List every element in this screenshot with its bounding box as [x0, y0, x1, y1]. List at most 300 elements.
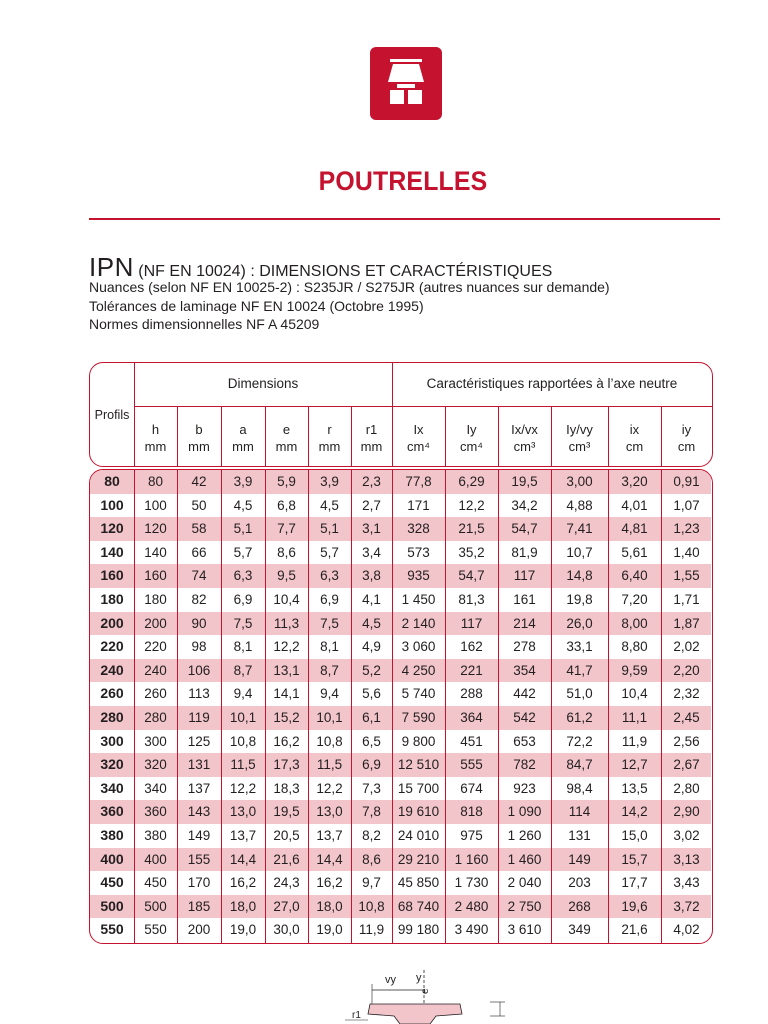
- table-cell: 442: [513, 686, 536, 702]
- table-cell: 5,2: [362, 662, 381, 678]
- table-cell: 542: [513, 710, 536, 725]
- table-cell: 3 610: [507, 922, 542, 938]
- table-cell: 42: [191, 474, 207, 489]
- table-cell: 354: [513, 662, 536, 678]
- column-header-unit: cm⁴: [407, 439, 430, 454]
- table-cell: 12,2: [273, 639, 300, 655]
- column-header: [265, 421, 308, 455]
- row-profil-label: 320: [100, 756, 124, 773]
- table-cell: 6,5: [362, 733, 381, 749]
- table-cell: 5,6: [362, 686, 381, 702]
- row-profil-label: 500: [100, 897, 124, 914]
- table-cell: 8,6: [277, 544, 296, 560]
- table-cell: 260: [144, 686, 167, 702]
- table-cell: 10,4: [273, 592, 300, 607]
- row-profil-label: 140: [100, 543, 124, 560]
- table-cell: 2 480: [454, 898, 489, 914]
- table-cell: 12,2: [229, 780, 257, 796]
- table-cell: 935: [407, 568, 430, 584]
- table-cell: 13,5: [621, 780, 648, 796]
- table-cell: 11,5: [316, 757, 343, 773]
- table-cell: 2,20: [673, 662, 700, 678]
- table-cell: 2,67: [673, 757, 700, 773]
- row-profil-label: 360: [100, 803, 124, 820]
- table-cell: 21,6: [621, 922, 648, 938]
- body-column-divider: [351, 470, 352, 943]
- table-cell: 3,43: [673, 875, 700, 891]
- body-column-divider: [392, 470, 393, 943]
- table-cell: 160: [144, 568, 167, 584]
- label-e: e: [420, 988, 431, 994]
- table-cell: 12,7: [621, 757, 648, 773]
- table-cell: 131: [187, 757, 211, 773]
- column-header-symbol: Iy: [466, 422, 477, 437]
- table-cell: 320: [144, 757, 167, 773]
- table-cell: 5,1: [320, 521, 339, 537]
- table-row: [90, 470, 711, 494]
- table-cell: 6,9: [320, 592, 339, 607]
- table-cell: 550: [144, 922, 167, 938]
- group-header-caracteristiques: Caractéristiques rapportées à l’axe neutre: [426, 376, 678, 391]
- table-row: [90, 682, 711, 706]
- table-row: [90, 588, 711, 612]
- table-cell: 10,8: [358, 898, 385, 914]
- table-cell: 119: [188, 710, 210, 725]
- table-cell: 5,7: [320, 544, 339, 560]
- table-cell: 125: [187, 733, 211, 749]
- table-cell: 3,00: [566, 474, 593, 489]
- table-cell: 30,0: [273, 922, 300, 938]
- table-cell: 21,5: [458, 521, 485, 537]
- body-column-divider: [134, 470, 135, 943]
- table-cell: 3,13: [673, 851, 700, 867]
- table-cell: 6,29: [458, 474, 485, 489]
- table-cell: 10,4: [621, 686, 648, 702]
- table-cell: 14,1: [273, 686, 300, 702]
- table-cell: 3,02: [673, 828, 700, 843]
- table-cell: 10,1: [316, 710, 343, 725]
- table-row: [90, 895, 711, 919]
- table-cell: 2 750: [507, 898, 542, 914]
- table-cell: 7,41: [566, 521, 593, 537]
- page-title: POUTRELLES: [318, 166, 488, 196]
- body-column-divider: [551, 470, 552, 943]
- column-header-unit: mm: [188, 439, 210, 454]
- table-cell: 68 740: [397, 898, 440, 914]
- row-profil-label: 120: [100, 520, 124, 537]
- table-cell: 1 160: [454, 851, 489, 867]
- table-cell: 137: [187, 780, 211, 796]
- table-cell: 2,32: [673, 686, 700, 702]
- table-cell: 18,0: [316, 898, 343, 914]
- table-cell: 7,5: [320, 615, 339, 631]
- table-cell: 120: [144, 521, 167, 537]
- table-cell: 2,80: [673, 780, 700, 796]
- table-cell: 11,1: [621, 710, 648, 725]
- table-cell: 6,8: [277, 497, 296, 513]
- column-header: [661, 421, 712, 455]
- table-cell: 3,9: [233, 474, 253, 489]
- table-cell: 161: [513, 592, 536, 607]
- column-header: [221, 421, 265, 455]
- table-cell: 143: [187, 804, 211, 820]
- table-cell: 3,4: [362, 544, 381, 560]
- table-cell: 35,2: [458, 544, 485, 560]
- table-cell: 33,1: [566, 639, 593, 655]
- table-row: [90, 635, 711, 659]
- table-cell: 19,8: [566, 592, 593, 607]
- table-cell: 18,0: [229, 898, 257, 914]
- column-header: [308, 421, 351, 455]
- column-header-symbol: r: [327, 422, 332, 437]
- table-cell: 2 140: [401, 615, 436, 631]
- table-cell: 9,5: [277, 568, 296, 584]
- row-profil-label: 80: [104, 473, 120, 489]
- table-cell: 2 040: [507, 875, 542, 891]
- table-cell: 20,5: [273, 828, 300, 843]
- table-cell: 3,20: [621, 474, 648, 489]
- table-cell: 360: [144, 804, 167, 820]
- table-cell: 214: [513, 615, 536, 631]
- row-profil-label: 200: [100, 614, 124, 631]
- table-cell: 26,0: [566, 615, 593, 631]
- table-row: [90, 612, 711, 636]
- column-header: [392, 421, 445, 455]
- table-cell: 268: [568, 898, 591, 914]
- table-cell: 220: [144, 639, 167, 655]
- table-cell: 9,4: [320, 686, 339, 702]
- table-cell: 8,6: [362, 851, 381, 867]
- section-heading-text: (NF EN 10024) : DIMENSIONS ET CARACTÉRISTIQUES: [133, 263, 553, 280]
- table-cell: 15,2: [273, 710, 300, 725]
- table-cell: 0,91: [673, 474, 700, 489]
- row-profil-label: 340: [100, 779, 124, 796]
- table-cell: 149: [187, 828, 211, 843]
- row-profil-label: 400: [100, 850, 124, 867]
- table-cell: 50: [191, 497, 207, 513]
- brand-logo: [370, 47, 442, 120]
- table-cell: 80: [147, 474, 164, 489]
- column-header-unit: mm: [275, 439, 298, 454]
- table-cell: 7,5: [233, 615, 253, 631]
- column-header-unit: cm: [625, 439, 644, 454]
- table-cell: 9,4: [233, 686, 253, 702]
- table-cell: 61,2: [566, 710, 593, 725]
- table-cell: 5,7: [233, 544, 253, 560]
- row-profil-label: 300: [100, 732, 124, 749]
- column-header: [134, 421, 177, 455]
- table-cell: 9,59: [621, 662, 648, 678]
- table-cell: 24,3: [273, 875, 300, 891]
- table-cell: 19,0: [229, 922, 257, 938]
- table-row: [90, 730, 711, 754]
- column-header-symbol: e: [282, 422, 291, 437]
- row-profil-label: 450: [100, 874, 124, 891]
- table-cell: 6,3: [233, 568, 253, 584]
- column-header-symbol: h: [151, 422, 160, 437]
- table-cell: 171: [407, 497, 430, 513]
- table-cell: 54,7: [511, 521, 538, 537]
- table-cell: 203: [568, 875, 591, 891]
- table-cell: 8,1: [233, 639, 253, 655]
- table-cell: 3 490: [454, 922, 489, 938]
- table-cell: 14,4: [316, 851, 343, 867]
- table-cell: 7,20: [621, 592, 648, 607]
- column-header: [608, 421, 661, 455]
- grades-line: Nuances (selon NF EN 10025-2) : S235JR / S275JR (autres nuances sur demande): [89, 279, 610, 295]
- table-cell: 51,0: [566, 686, 593, 702]
- table-cell: 19,0: [316, 922, 343, 938]
- section-heading-code: IPN: [89, 252, 134, 282]
- table-cell: 380: [144, 828, 167, 843]
- column-header-symbol: Ix/vx: [511, 422, 538, 437]
- title-divider: [89, 218, 720, 220]
- table-cell: 1 260: [507, 828, 542, 843]
- table-cell: 1,87: [673, 615, 700, 631]
- label-r1: r1: [352, 1010, 361, 1021]
- table-cell: 6,9: [362, 757, 381, 773]
- column-header-symbol: b: [195, 422, 203, 437]
- table-cell: 11,9: [358, 922, 385, 938]
- table-cell: 5,9: [277, 474, 296, 489]
- column-header-symbol: ix: [629, 422, 640, 437]
- table-cell: 11,5: [230, 757, 256, 773]
- label-y: y: [416, 972, 422, 984]
- table-cell: 19 610: [397, 804, 440, 820]
- table-cell: 975: [460, 828, 483, 843]
- table-cell: 45 850: [397, 875, 440, 891]
- beam-logo-icon: [370, 47, 442, 120]
- table-cell: 170: [187, 875, 211, 891]
- table-cell: 4,02: [673, 922, 700, 938]
- table-cell: 98: [191, 639, 207, 655]
- table-cell: 10,8: [316, 733, 343, 749]
- column-header-symbol: Iy/vy: [566, 422, 593, 437]
- table-cell: 300: [144, 733, 167, 749]
- table-cell: 19,6: [621, 898, 648, 914]
- ipn-section-diagram: [340, 960, 540, 1024]
- table-cell: 500: [144, 898, 167, 914]
- table-cell: 11,9: [621, 733, 648, 749]
- column-header-unit: mm: [318, 439, 341, 454]
- column-header-symbol: r1: [365, 422, 378, 437]
- table-row: [90, 824, 711, 848]
- table-row: [90, 494, 711, 518]
- table-cell: 113: [188, 686, 210, 702]
- table-cell: 340: [144, 780, 167, 796]
- table-cell: 3,72: [673, 898, 700, 914]
- table-cell: 1,71: [673, 592, 700, 607]
- table-cell: 2,02: [673, 639, 700, 655]
- table-cell: 82: [191, 592, 207, 607]
- table-cell: 81,9: [511, 544, 538, 560]
- table-cell: 8,7: [233, 662, 253, 678]
- row-profil-label: 280: [100, 709, 124, 725]
- table-cell: 573: [407, 544, 430, 560]
- table-cell: 13,0: [316, 804, 343, 820]
- table-cell: 5,1: [233, 521, 253, 537]
- table-cell: 77,8: [405, 474, 432, 489]
- label-vy: vy: [385, 974, 396, 986]
- table-cell: 2,45: [673, 710, 700, 725]
- table-cell: 19,5: [511, 474, 538, 489]
- table-cell: 29 210: [397, 851, 440, 867]
- table-cell: 19,5: [273, 804, 300, 820]
- column-header-unit: cm³: [513, 439, 536, 454]
- column-header-symbol: a: [239, 422, 247, 437]
- table-cell: 14,8: [566, 568, 593, 584]
- flange-shape: [368, 1004, 462, 1024]
- table-cell: 674: [460, 780, 483, 796]
- column-header-unit: mm: [360, 439, 383, 454]
- column-header: [445, 421, 498, 455]
- column-header-unit: cm⁴: [460, 439, 483, 454]
- table-header: [89, 362, 713, 467]
- table-cell: 13,0: [229, 804, 257, 820]
- row-profil-label: 220: [100, 638, 124, 655]
- table-cell: 923: [513, 780, 536, 796]
- body-column-divider: [445, 470, 446, 943]
- table-cell: 7 590: [401, 710, 436, 725]
- table-cell: 84,7: [566, 757, 593, 773]
- table-cell: 106: [187, 662, 211, 678]
- table-cell: 74: [191, 568, 207, 584]
- table-cell: 54,7: [458, 568, 485, 584]
- table-cell: 117: [460, 615, 483, 631]
- table-cell: 7,7: [277, 521, 296, 537]
- table-cell: 21,6: [273, 851, 300, 867]
- table-cell: 13,1: [273, 662, 300, 678]
- body-column-divider: [221, 470, 222, 943]
- table-cell: 15 700: [397, 780, 440, 796]
- column-header: [351, 421, 392, 455]
- table-cell: 7,3: [362, 780, 381, 796]
- table-cell: 131: [568, 828, 591, 843]
- body-column-divider: [661, 470, 662, 943]
- table-cell: 98,4: [566, 780, 593, 796]
- table-cell: 1,40: [673, 544, 700, 560]
- table-cell: 12,2: [316, 780, 343, 796]
- table-cell: 114: [568, 804, 591, 820]
- table-cell: 5,61: [621, 544, 648, 560]
- column-header-unit: cm: [677, 439, 696, 454]
- table-cell: 6,3: [320, 568, 339, 584]
- table-cell: 10,8: [229, 733, 257, 749]
- table-cell: 155: [187, 851, 211, 867]
- column-header-unit: mm: [144, 439, 167, 454]
- table-cell: 4,9: [362, 639, 381, 655]
- table-cell: 278: [513, 639, 536, 655]
- table-cell: 280: [144, 710, 167, 725]
- table-cell: 66: [191, 544, 207, 560]
- table-cell: 8,00: [621, 615, 648, 631]
- table-cell: 27,0: [273, 898, 300, 914]
- table-cell: 4,1: [362, 592, 381, 607]
- table-cell: 16,2: [316, 875, 343, 891]
- table-cell: 72,2: [566, 733, 593, 749]
- row-profil-label: 160: [100, 567, 124, 584]
- row-profil-label: 240: [100, 661, 124, 678]
- table-row: [90, 753, 711, 777]
- table-cell: 11,3: [273, 615, 300, 631]
- table-cell: 653: [513, 733, 536, 749]
- table-cell: 2,56: [673, 733, 700, 749]
- column-header-symbol: Ix: [413, 422, 424, 437]
- table-cell: 99 180: [397, 922, 440, 938]
- table-cell: 349: [568, 922, 591, 938]
- column-header: [551, 421, 608, 455]
- table-cell: 2,7: [362, 497, 381, 513]
- body-column-divider: [498, 470, 499, 943]
- table-cell: 140: [144, 544, 167, 560]
- profils-header: Profils: [94, 408, 130, 422]
- table-cell: 4,5: [233, 497, 253, 513]
- table-cell: 555: [460, 757, 483, 773]
- table-cell: 117: [513, 568, 536, 584]
- table-body: [89, 469, 713, 944]
- column-header-unit: mm: [232, 439, 254, 454]
- table-cell: 9 800: [401, 733, 436, 749]
- table-cell: 818: [460, 804, 483, 820]
- table-cell: 10,7: [566, 544, 593, 560]
- table-cell: 200: [187, 922, 211, 938]
- table-cell: 185: [187, 898, 211, 914]
- table-cell: 58: [191, 521, 207, 537]
- table-cell: 4,01: [621, 497, 648, 513]
- table-cell: 13,7: [229, 828, 257, 843]
- standards-line: Normes dimensionnelles NF A 45209: [89, 316, 320, 332]
- table-cell: 3 060: [401, 639, 436, 655]
- table-cell: 450: [144, 875, 167, 891]
- body-column-divider: [608, 470, 609, 943]
- table-cell: 34,2: [511, 497, 538, 513]
- table-cell: 8,7: [320, 662, 339, 678]
- table-cell: 149: [568, 851, 591, 867]
- table-cell: 240: [144, 662, 167, 678]
- table-row: [90, 871, 711, 895]
- table-row: [90, 918, 711, 942]
- table-cell: 3,9: [320, 474, 339, 489]
- body-column-divider: [265, 470, 266, 943]
- column-header-symbol: iy: [681, 422, 692, 437]
- table-cell: 16,2: [273, 733, 300, 749]
- table-cell: 100: [144, 497, 167, 513]
- table-cell: 81,3: [458, 592, 485, 607]
- table-cell: 288: [460, 686, 483, 702]
- table-cell: 4,88: [566, 497, 593, 513]
- table-cell: 200: [144, 615, 167, 631]
- table-row: [90, 800, 711, 824]
- table-cell: 6,1: [362, 710, 381, 725]
- table-row: [90, 777, 711, 801]
- table-row: [90, 706, 711, 730]
- table-cell: 4,5: [320, 497, 339, 513]
- table-cell: 3,1: [362, 521, 381, 537]
- table-cell: 14,4: [229, 851, 257, 867]
- table-cell: 5 740: [401, 686, 436, 702]
- table-cell: 15,7: [621, 851, 648, 867]
- body-column-divider: [177, 470, 178, 943]
- table-cell: 180: [144, 592, 167, 607]
- table-cell: 2,3: [362, 474, 381, 489]
- table-cell: 3,8: [362, 568, 381, 584]
- column-header: [177, 421, 221, 455]
- table-cell: 2,90: [673, 804, 700, 820]
- table-cell: 12 510: [397, 757, 440, 773]
- table-cell: 1,55: [673, 568, 700, 584]
- table-cell: 18,3: [273, 780, 300, 796]
- table-cell: 9,7: [362, 875, 381, 891]
